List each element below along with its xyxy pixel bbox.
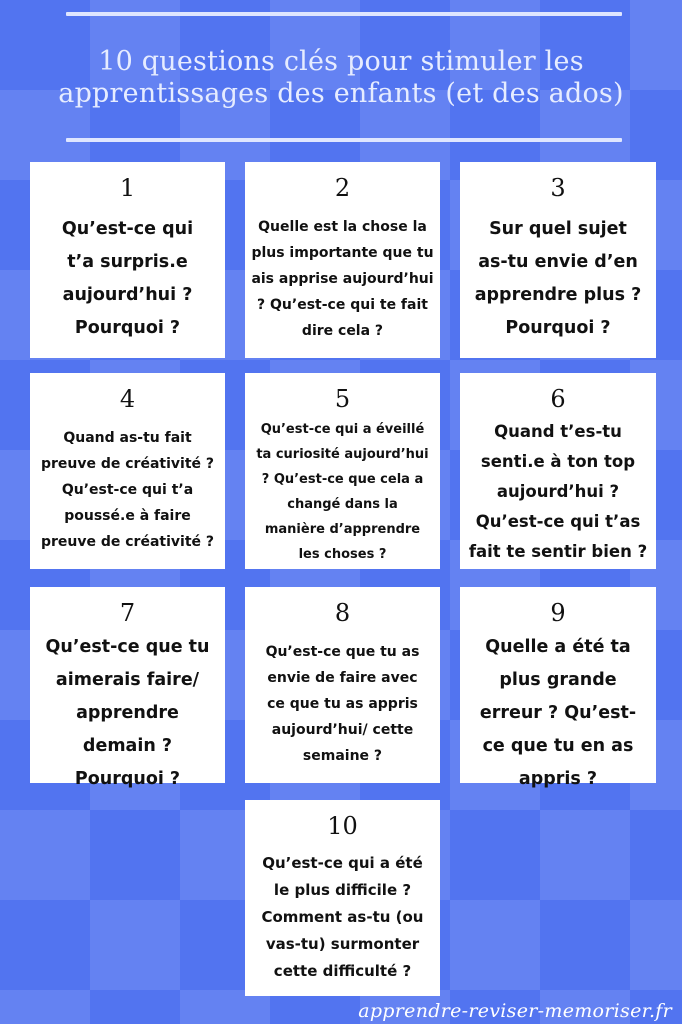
card-number: 10 [327,812,358,840]
question-card-3 [460,162,656,358]
card-number: 9 [550,599,566,627]
card-question: Quelle est la chose la plus importante que tu ais apprise aujourd’hui ? Qu’est-ce qui te fait dire cela ? [251,219,434,339]
card-question: Sur quel sujet as-tu envie d’en apprendre plus ? Pourquoi ? [474,219,642,338]
card-number: 2 [334,174,351,202]
card-number: 1 [119,174,136,202]
question-card-9 [460,587,656,789]
page-title: 10 questions clés pour stimuler les apprentissages des enfants (et des ados) [58,46,624,109]
card-question: Qu’est-ce que tu aimerais faire/ apprendre demain ? Pourquoi ? [45,637,210,789]
top-divider [66,12,622,16]
question-card-1 [30,162,225,358]
card-number: 6 [550,385,566,413]
card-number: 8 [334,599,351,627]
question-card-7 [30,587,225,789]
card-question: Quand as-tu fait preuve de créativité ? Qu’est-ce qui t’a poussé.e à faire preuve de créativité ? [40,430,215,550]
question-card-4 [30,373,225,569]
question-card-6 [460,373,656,569]
card-question: Qu’est-ce que tu as envie de faire avec ce que tu as appris aujourd’hui/ cette semaine ? [265,644,420,764]
question-card-8 [245,587,440,783]
question-card-10 [245,800,440,996]
card-number: 5 [334,385,351,413]
card-number: 4 [119,385,136,413]
card-number: 3 [550,174,566,202]
question-card-2 [245,162,440,358]
card-question: Quand t’es-tu senti.e à ton top aujourd’hui ? Qu’est-ce qui t’as fait te sentir bien ? [468,422,648,561]
bottom-divider [66,138,622,142]
card-question: Qu’est-ce qui a éveillé ta curiosité aujourd’hui ? Qu’est-ce que cela a changé dans la manière d’apprendre les choses ? [256,422,429,562]
card-question: Quelle a été ta plus grande erreur ? Qu’est- ce que tu en as appris ? [479,637,637,789]
question-card-5 [245,373,440,569]
card-question: Qu’est-ce qui a été le plus difficile ? Comment as-tu (ou vas-tu) surmonter cette difficulté ? [261,853,424,980]
website-watermark: apprendre-reviser-memoriser.fr [358,1000,672,1022]
card-question: Qu’est-ce qui t’a surpris.e aujourd’hui ? Pourquoi ? [61,219,194,338]
card-number: 7 [119,599,136,627]
